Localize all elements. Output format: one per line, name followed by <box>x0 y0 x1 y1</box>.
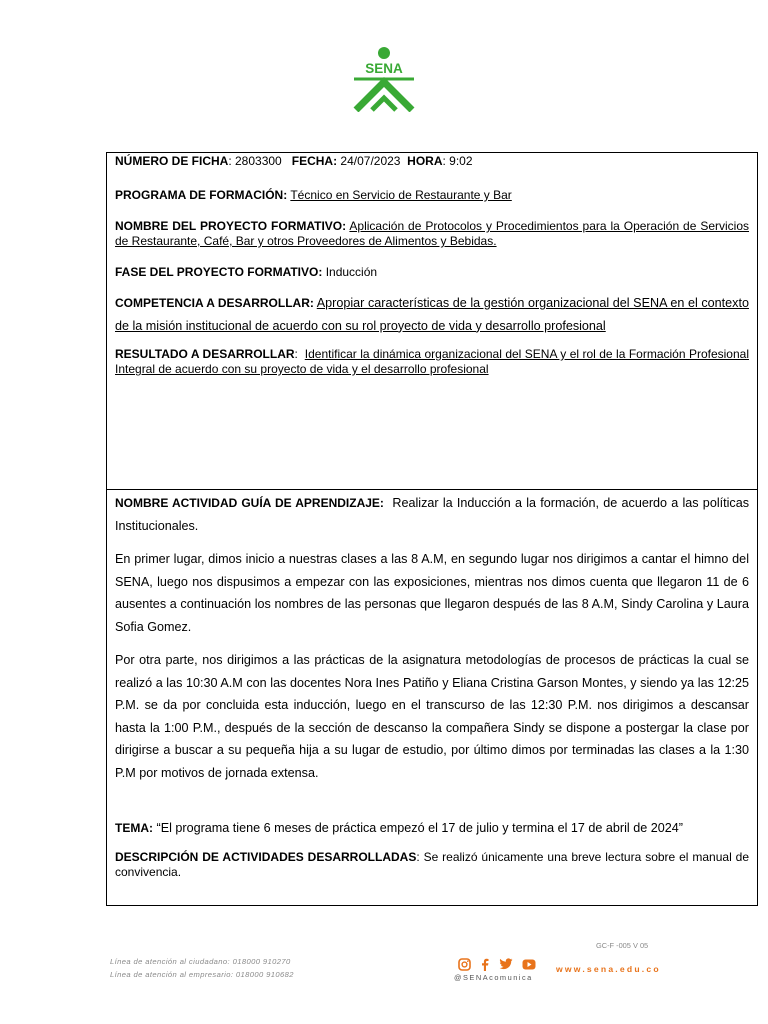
fecha-value: 24/07/2023 <box>337 154 401 168</box>
competencia-line <box>115 292 749 337</box>
competencia-value: Apropiar características de la gestión organizacional del SENA en el contexto de la misión institucional de acuerdo con su rol proyecto de vida y desarrollo profesional <box>115 296 749 333</box>
fase-label: FASE DEL PROYECTO FORMATIVO: <box>115 265 323 279</box>
descripcion-value: : Se realizó únicamente una breve lectura sobre el manual de convivencia. <box>115 849 750 879</box>
footer-line-citizen: Línea de atención al ciudadano: 018000 910270 <box>110 957 291 966</box>
ficha-line <box>115 154 749 169</box>
twitter-icon[interactable] <box>499 958 513 970</box>
hora-value: : 9:02 <box>442 154 473 168</box>
proyecto-label: NOMBRE DEL PROYECTO FORMATIVO: <box>115 219 347 233</box>
document-code: GC-F -005 V 05 <box>596 941 649 950</box>
activity-box <box>106 489 758 906</box>
facebook-icon[interactable] <box>480 958 490 971</box>
programa-value: Técnico en Servicio de Restaurante y Bar <box>290 188 512 202</box>
tema-line <box>115 817 749 840</box>
descripcion-label: DESCRIPCIÓN DE ACTIVIDADES DESARROLLADAS <box>115 849 417 864</box>
ficha-label: NÚMERO DE FICHA <box>115 154 229 168</box>
fase-value: Inducción <box>322 265 378 279</box>
fecha-label: FECHA: <box>291 154 338 168</box>
instagram-icon[interactable] <box>458 958 471 971</box>
paragraph-1: En primer lugar, dimos inicio a nuestras clases a las 8 A.M, en segundo lugar nos dirigimos a cantar el himno del SENA, luego nos dispusimos a empezar con las exposiciones, mientras nos dimos cuenta que llegaron 11 de 6 ausentes a continuación los nombres de las personas que llegaron después de las 8 A.M, Sindy Carolina y Laura Sofia Gomez. <box>115 552 749 634</box>
sena-logo <box>350 46 418 112</box>
descripcion-line <box>115 850 749 880</box>
actividad-line <box>115 492 749 537</box>
ficha-value: : 2803300 <box>228 154 282 168</box>
social-handle: @SENAcomunica <box>454 973 533 982</box>
youtube-icon[interactable] <box>522 959 536 970</box>
resultado-line <box>115 347 749 377</box>
footer-line-business: Línea de atención al empresario: 018000 910682 <box>110 969 294 979</box>
resultado-colon: : <box>294 347 298 361</box>
resultado-label: RESULTADO A DESARROLLAR <box>115 347 295 361</box>
programa-label: PROGRAMA DE FORMACIÓN: <box>115 188 288 202</box>
actividad-value: Realizar la Inducción a la formación, de acuerdo a las políticas Institucionales. <box>115 496 750 533</box>
competencia-label: COMPETENCIA A DESARROLLAR: <box>115 296 314 310</box>
paragraph-2: Por otra parte, nos dirigimos a las prácticas de la asignatura metodologías de procesos de prácticas la cual se realizó a las 10:30 A.M con las docentes Nora Ines Patiño y Eliana Cristina Garson Montes, y siendo ya las 12:25 P.M. se da por concluida esta inducción, luego en el transcurso de las 12:30 P.M. nos dirigimos a descansar hasta la 1:00 P.M., después de la sección de descanso la compañera Sindy se dispone a postergar la clase por dirigirse a buscar a su pequeña hija a su lugar de estudio, por último dimos por terminadas las clases a la 1:30 P.M por motivos de jornada extensa. <box>115 653 749 780</box>
proyecto-line <box>115 219 749 249</box>
proyecto-value: Aplicación de Protocolos y Procedimientos para la Operación de Servicios de Restaurante, Café, Bar y otros Proveedores de Alimentos y Bebidas. <box>115 219 750 248</box>
programa-line <box>115 188 749 203</box>
info-box <box>106 152 758 490</box>
fase-line <box>115 265 749 280</box>
tema-value: “El programa tiene 6 meses de práctica empezó el 17 de julio y termina el 17 de abril de 2024” <box>153 821 683 835</box>
tema-label: TEMA: <box>115 821 153 835</box>
actividad-label: NOMBRE ACTIVIDAD GUÍA DE APRENDIZAJE: <box>115 496 384 510</box>
footer-contact <box>110 956 294 981</box>
resultado-value: Identificar la dinámica organizacional del SENA y el rol de la Formación Profesional Integral de acuerdo con su proyecto de vida y el desarrollo profesional <box>115 347 749 376</box>
sena-logo-text: SENA <box>365 61 403 76</box>
hora-label: HORA <box>407 154 443 168</box>
website-link[interactable]: www.sena.edu.co <box>556 964 661 974</box>
social-icons <box>458 957 536 971</box>
